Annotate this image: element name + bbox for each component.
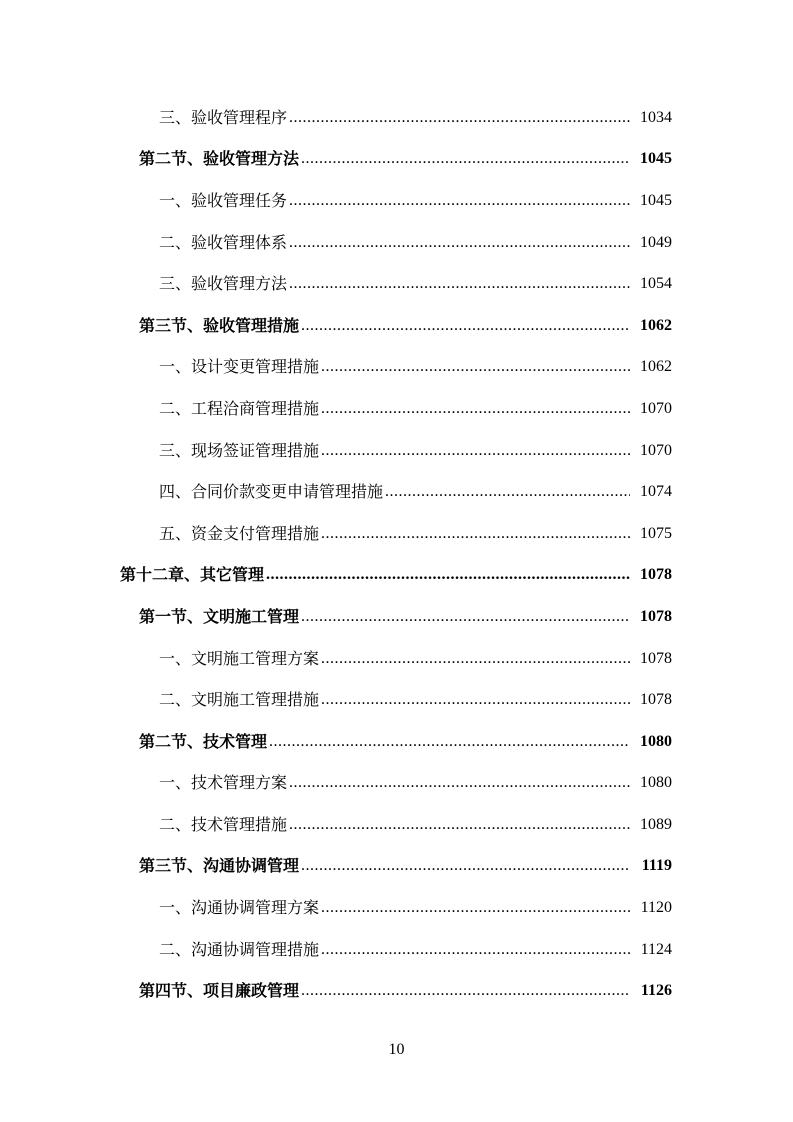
toc-entry-label: 第三节、沟通协调管理	[139, 856, 300, 876]
toc-entry[interactable]	[0, 846, 793, 888]
toc-entry[interactable]	[0, 555, 793, 597]
toc-entry-label: 二、文明施工管理措施	[159, 690, 320, 710]
toc-entry-page-number: 1080	[640, 774, 672, 792]
toc-dot-leader	[289, 233, 630, 253]
toc-entry[interactable]	[0, 305, 793, 347]
toc-dot-leader	[301, 607, 630, 627]
toc-entry-label: 第四节、项目廉政管理	[139, 981, 300, 1001]
toc-entry-label: 第三节、验收管理措施	[139, 315, 300, 335]
toc-entry[interactable]	[0, 513, 793, 555]
toc-entry-page-number: 1049	[640, 233, 672, 251]
table-of-contents	[0, 97, 793, 1012]
toc-entry[interactable]	[0, 804, 793, 846]
toc-entry-label: 二、沟通协调管理措施	[159, 939, 320, 959]
toc-dot-leader	[321, 940, 630, 960]
toc-entry-label: 五、资金支付管理措施	[159, 523, 320, 543]
toc-entry-page-number: 1080	[640, 732, 672, 750]
toc-entry-page-number: 1034	[640, 108, 672, 126]
toc-entry-page-number: 1120	[640, 899, 672, 917]
toc-entry-label: 一、验收管理任务	[159, 190, 288, 210]
toc-entry-page-number: 1126	[640, 982, 672, 1000]
toc-entry-label: 四、合同价款变更申请管理措施	[159, 482, 384, 502]
toc-entry[interactable]	[0, 263, 793, 305]
toc-dot-leader	[321, 649, 630, 669]
toc-entry[interactable]	[0, 721, 793, 763]
toc-entry[interactable]	[0, 679, 793, 721]
toc-entry[interactable]	[0, 638, 793, 680]
toc-entry-label: 三、验收管理方法	[159, 274, 288, 294]
toc-entry[interactable]	[0, 596, 793, 638]
toc-entry-label: 二、验收管理体系	[159, 232, 288, 252]
toc-entry[interactable]	[0, 97, 793, 139]
toc-entry-label: 第一节、文明施工管理	[139, 606, 300, 626]
toc-dot-leader	[289, 191, 630, 211]
toc-entry-page-number: 1119	[641, 857, 672, 875]
toc-entry-page-number: 1078	[640, 607, 672, 625]
toc-dot-leader	[301, 316, 630, 336]
toc-dot-leader	[301, 981, 630, 1001]
toc-dot-leader	[321, 690, 630, 710]
toc-entry-page-number: 1045	[640, 191, 672, 209]
toc-entry-label: 二、工程洽商管理措施	[159, 398, 320, 418]
toc-entry-label: 二、技术管理措施	[159, 814, 288, 834]
toc-entry[interactable]	[0, 763, 793, 805]
toc-entry-page-number: 1070	[640, 441, 672, 459]
toc-entry[interactable]	[0, 887, 793, 929]
toc-entry-label: 第二节、技术管理	[139, 731, 268, 751]
toc-dot-leader	[321, 441, 630, 461]
toc-dot-leader	[289, 815, 630, 835]
toc-entry[interactable]	[0, 180, 793, 222]
toc-entry-page-number: 1075	[640, 524, 672, 542]
toc-entry[interactable]	[0, 929, 793, 971]
toc-entry-label: 第十二章、其它管理	[120, 565, 265, 585]
toc-dot-leader	[301, 149, 630, 169]
page-number: 10	[388, 1041, 405, 1058]
toc-entry-page-number: 1074	[640, 483, 672, 501]
toc-dot-leader	[301, 856, 630, 876]
toc-entry-page-number: 1070	[640, 399, 672, 417]
toc-entry[interactable]	[0, 471, 793, 513]
toc-entry-page-number: 1062	[640, 316, 672, 334]
toc-entry-page-number: 1078	[640, 566, 672, 584]
toc-entry-page-number: 1045	[640, 150, 672, 168]
toc-entry-page-number: 1062	[640, 358, 672, 376]
toc-entry[interactable]	[0, 970, 793, 1012]
toc-entry[interactable]	[0, 347, 793, 389]
toc-entry-label: 一、文明施工管理方案	[159, 648, 320, 668]
toc-entry-page-number: 1054	[640, 275, 672, 293]
toc-entry-page-number: 1078	[640, 649, 672, 667]
toc-dot-leader	[321, 524, 630, 544]
toc-entry-label: 三、现场签证管理措施	[159, 440, 320, 460]
toc-dot-leader	[289, 773, 630, 793]
toc-entry[interactable]	[0, 430, 793, 472]
toc-entry-label: 一、沟通协调管理方案	[159, 898, 320, 918]
toc-dot-leader	[289, 108, 630, 128]
toc-entry-label: 第二节、验收管理方法	[139, 149, 300, 169]
toc-dot-leader	[266, 565, 630, 585]
toc-dot-leader	[269, 732, 630, 752]
toc-entry-label: 一、设计变更管理措施	[159, 357, 320, 377]
toc-dot-leader	[321, 357, 630, 377]
toc-entry[interactable]	[0, 139, 793, 181]
toc-entry-label: 一、技术管理方案	[159, 773, 288, 793]
toc-dot-leader	[289, 274, 630, 294]
toc-dot-leader	[321, 898, 630, 918]
toc-dot-leader	[321, 399, 630, 419]
toc-entry-page-number: 1124	[640, 940, 672, 958]
toc-entry[interactable]	[0, 388, 793, 430]
toc-entry-label: 三、验收管理程序	[159, 107, 288, 127]
toc-entry[interactable]	[0, 222, 793, 264]
toc-dot-leader	[385, 482, 630, 502]
toc-entry-page-number: 1078	[640, 691, 672, 709]
toc-entry-page-number: 1089	[640, 815, 672, 833]
